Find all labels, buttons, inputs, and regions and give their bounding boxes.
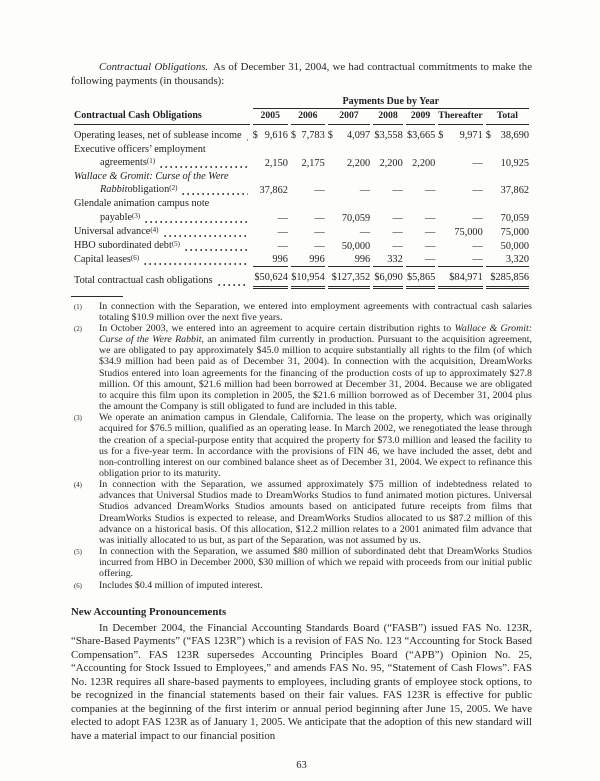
text-segment: Wallace & Gromit: Curse of the Were Rabbit (99, 322, 532, 346)
footnote-marker: (2) (74, 325, 82, 333)
total-value-cell: $285,856 (486, 267, 529, 288)
footnote (71, 479, 532, 546)
table-row (74, 239, 529, 253)
label-line (74, 225, 250, 239)
value-cell: — (424, 212, 436, 224)
table-row (74, 125, 529, 142)
value-cell: 75,000 (454, 226, 483, 238)
value-cell: — (277, 226, 288, 238)
money-cell (291, 129, 325, 142)
value-cell: 37,862 (259, 185, 288, 197)
value-cell: — (277, 241, 288, 253)
table-row (74, 143, 529, 170)
row-label (74, 253, 250, 267)
label-line (74, 156, 250, 170)
value-cell: 3,320 (486, 253, 529, 267)
page-content (71, 61, 532, 771)
text-segment: HBO subordinated debt (74, 240, 172, 252)
value-cell: — (424, 241, 436, 253)
amount: 9,971 (459, 130, 483, 142)
value-cell (486, 125, 529, 142)
footnote-text (99, 323, 532, 412)
footnote-ref: (2) (169, 184, 178, 193)
label-line (74, 183, 250, 197)
column-header: 2005 (253, 109, 288, 125)
text-segment: We operate an animation campus in Glendale, California. The lease on the property, which was originally acquired for $76.5 million, qualified as an operating lease. In March 2002, we renegotiated the lease through the creation of a special-purpose entity that acquired the property for $73.0 million and leased the facility to us for a five-year term. In accordance with the provisions of FIN 46, we have included the asset, debt and non-controlling interest on our combined balance sheet as of December 31, 2004. We expect to refinance this obligation prior to its maturity. (99, 412, 532, 479)
text-segment: In connection with the Separation, we assumed approximately $75 million of indebtedness related to advances that Universal Studios made to DreamWorks Studios to fund animated motion pictures. Universal Studios advanced DreamWorks Studios amounts based on anticipated future receipts from films that DreamWorks Studios is expected to release, and DreamWorks Studios allocated to us $87.2 million of this advance on a historical basis. Of this allocation, $12.2 million relates to a 2001 animated film advance that was initially allocated to us but, as part of the Separation, was not assumed by us. (99, 479, 532, 546)
total-value-cell: $6,090 (373, 267, 403, 288)
value-cell: — (472, 212, 483, 224)
section-heading: New Accounting Pronouncements (71, 605, 227, 618)
footnote-text (99, 301, 532, 323)
intro-text: As of December 31, 2004, we had contractual commitments to make the following payments (in thousands): (71, 61, 532, 87)
dollar-sign: $ (252, 130, 258, 142)
value-cell (253, 125, 288, 142)
total-value-cell: $127,352 (328, 267, 370, 288)
text-segment: Rabbit (100, 184, 128, 196)
dot-leader (160, 160, 248, 170)
text-segment: In October 2003, we entered into an agreement to acquire certain distribution rights to (99, 322, 455, 334)
footnote-text (99, 412, 532, 479)
footnote-ref: (5) (171, 240, 180, 249)
column-header-row (74, 109, 529, 125)
text-segment: payable (100, 211, 133, 223)
value-cell: 996 (328, 253, 370, 267)
label-line (74, 253, 250, 267)
amount: 38,690 (500, 130, 529, 142)
footnote-marker: (5) (74, 549, 82, 557)
footnote (71, 301, 532, 323)
footnotes-section (71, 301, 532, 592)
footnote-marker: (1) (74, 303, 82, 311)
row-label (74, 170, 250, 197)
text-segment: Glendale animation campus note (74, 198, 210, 210)
amount: 9,616 (264, 130, 288, 142)
row-label (74, 143, 250, 170)
footnote-text (99, 580, 532, 592)
value-cell: — (359, 226, 371, 238)
money-cell (253, 129, 288, 142)
footnote (71, 546, 532, 579)
spanner-spacer (74, 95, 250, 109)
label-line (74, 197, 250, 210)
label-line (74, 211, 250, 225)
page-number: 63 (296, 760, 307, 772)
label-line (74, 129, 250, 142)
value-cell: 50,000 (500, 241, 529, 253)
total-value-cell: $50,624 (253, 267, 288, 288)
column-header: 2009 (406, 109, 436, 125)
value-cell: — (314, 226, 325, 238)
footnote-ref: (1) (146, 156, 156, 165)
dot-leader (247, 133, 248, 143)
footnote-ref: (4) (150, 225, 159, 234)
value-cell: 2,200 (412, 157, 436, 169)
text-segment: Wallace & Gromit: Curse of the Were (74, 171, 229, 183)
dollar-sign: $ (327, 130, 333, 142)
column-header: 2006 (291, 109, 325, 125)
payments-due-by-year-header: Payments Due by Year (253, 95, 529, 109)
dot-leader (182, 187, 247, 197)
text-segment: Total contractual cash obligations (74, 275, 213, 287)
footnote (71, 412, 532, 479)
dot-leader (185, 243, 248, 253)
value-cell: 332 (373, 253, 403, 267)
label-line (74, 170, 250, 183)
value-cell: — (392, 212, 403, 224)
dot-leader (218, 278, 248, 288)
footnote-text (99, 546, 532, 579)
value-cell: — (392, 185, 403, 197)
text-segment: obligation (127, 184, 170, 196)
text-segment: Universal advance (74, 225, 151, 237)
intro-paragraph (71, 61, 532, 88)
value-cell: — (277, 212, 288, 224)
value-cell: — (314, 241, 325, 253)
value-cell: 996 (291, 253, 325, 267)
amount: 7,783 (301, 130, 325, 142)
value-cell: 2,200 (347, 157, 371, 169)
value-cell: 50,000 (341, 241, 371, 253)
footnote-separator (71, 296, 123, 297)
value-cell: 70,059 (341, 212, 371, 224)
dollar-sign: $ (290, 130, 297, 142)
total-row (74, 267, 529, 288)
table-row (74, 253, 529, 267)
value-cell: 996 (253, 253, 288, 267)
footnote-text (99, 479, 532, 546)
text-segment: , an animated film currently in production. Pursuant to the acquisition agreement, we are obligated to pay approximately $45.0 million to acquire substantially all rights to the film (of which $34.9 million had been paid as of December 31, 2004). In connection with the acquisition, DreamWorks Studios entered into loan agreements for the financing of the production costs of up to approximately $27.8 million. Of this amount, $21.6 million had been borrowed at December 31, 2004. Because we are obligated to acquire this film upon its completion in 2005, the $21.6 million borrowed as of December 31, 2004 plus the amount the Company is still obligated to fund are included in this table. (99, 334, 532, 413)
value-cell: 75,000 (500, 226, 529, 238)
row-label (74, 197, 250, 224)
text-segment: In connection with the Separation, we entered into employment agreements with contractual cash salaries totaling $10.9 million over the next five years. (99, 300, 532, 323)
intro-lead: Contractual Obligations. (99, 61, 209, 73)
value-cell: — (472, 241, 483, 253)
label-line (74, 239, 250, 253)
value-cell: 2,150 (264, 157, 288, 169)
amount: 4,097 (347, 130, 371, 142)
money-cell (438, 129, 482, 142)
footnote-marker: (3) (74, 415, 82, 423)
text-segment: Executive officers’ employment (74, 143, 206, 155)
text-segment: Capital leases (74, 254, 131, 266)
label-column-header: Contractual Cash Obligations (74, 109, 250, 125)
footnote-marker: (6) (74, 582, 82, 590)
value-cell (328, 125, 370, 142)
table-row (74, 225, 529, 239)
value-cell: 2,175 (301, 157, 325, 169)
table-spanner-row (74, 95, 529, 109)
row-label (74, 239, 250, 253)
text-segment: Operating leases, net of sublease income (74, 130, 242, 142)
value-cell: — (392, 226, 403, 238)
value-cell (438, 125, 482, 142)
value-cell: — (314, 185, 325, 197)
money-cell (328, 129, 370, 142)
column-header: 2008 (373, 109, 403, 125)
value-cell: 10,925 (500, 157, 529, 169)
dot-leader (145, 215, 247, 225)
total-value-cell: $10,954 (291, 267, 325, 288)
label-line (74, 143, 250, 156)
value-cell: 37,862 (500, 185, 529, 197)
contractual-obligations-table (71, 95, 532, 289)
value-cell: — (424, 226, 436, 238)
table-row (74, 170, 529, 197)
accounting-paragraph: In December 2004, the Financial Accounting Standards Board (“FASB”) issued FAS No. 123R, “Share-Based Payments” (“FAS 123R”) which is a revision of FAS No. 123 “Accounting for Stock Based Compensation”. FAS 123R supersedes Accounting Principles Board (“APB”) Opinion No. 25, “Accounting for Stock Issued to Employees,” and amends FAS No. 95, “Statement of Cash Flows”. FAS No. 123R requires all share-based payments to employees, including grants of employee stock options, to be recognized in the financial statements based on their fair values. FAS 123R is effective for public companies at the beginning of the first interim or annual period beginning after June 15, 2005. We have elected to adopt FAS 123R as of January 1, 2005. We anticipate that the adoption of this new standard will have a material impact to our financial position (71, 621, 532, 742)
table-row (74, 197, 529, 224)
dollar-sign: $ (438, 130, 444, 142)
value-cell: 2,200 (379, 157, 403, 169)
footnote-ref: (6) (130, 254, 140, 263)
text-segment: Includes $0.4 million of imputed interest. (99, 579, 263, 591)
value-cell: — (424, 185, 436, 197)
value-cell: — (472, 157, 483, 169)
text-segment: In connection with the Separation, we assumed $80 million of subordinated debt that DreamWorks Studios incurred from HBO in December 2000, $30 million of which we repaid with proceeds from our initial public offering. (99, 546, 532, 580)
column-header: Total (486, 109, 529, 125)
value-cell: — (472, 185, 483, 197)
row-label (74, 125, 250, 142)
row-label (74, 225, 250, 239)
column-header: 2007 (328, 109, 370, 125)
footnote (71, 323, 532, 412)
value-cell: — (359, 185, 371, 197)
column-header: Thereafter (438, 109, 482, 125)
text-segment: agreements (100, 156, 147, 168)
total-row-label (74, 267, 250, 288)
dollar-sign: $ (485, 130, 491, 142)
dot-leader (144, 257, 248, 267)
money-cell (486, 129, 529, 142)
total-value-cell: $5,865 (406, 267, 436, 288)
label-line (74, 274, 250, 287)
value-cell: 70,059 (500, 212, 529, 224)
value-cell: — (392, 241, 403, 253)
footnote-ref: (3) (132, 211, 141, 220)
value-cell: $3,665 (406, 130, 436, 142)
value-cell: — (314, 212, 325, 224)
value-cell (291, 125, 325, 142)
value-cell: — (406, 253, 436, 267)
total-value-cell: $84,971 (438, 267, 482, 288)
footnote-marker: (4) (74, 482, 82, 490)
value-cell: $3,558 (374, 130, 403, 142)
value-cell: — (438, 253, 482, 267)
footnote (71, 580, 532, 592)
